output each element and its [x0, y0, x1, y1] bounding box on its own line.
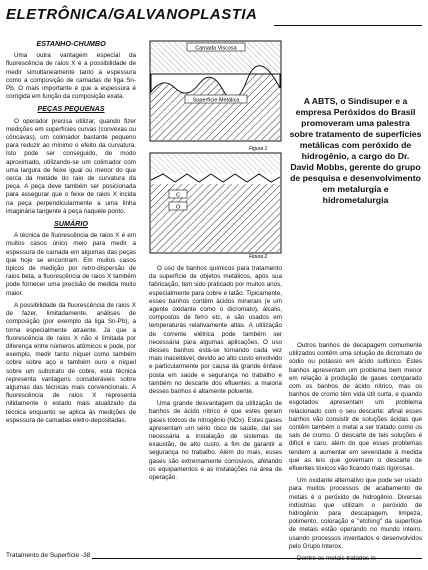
paragraph: O uso de banhos químicos para tratamento da superfície de objetos metálicos, após sua fabricação, tem sido praticado por muitos anos, especialmente para cobre e latão. Tipicamente, esses banhos contêm ácidos minerais (e um agente oxidante como o dicromato), álcalis, compostos de ferro etc, e são usados em temperaturas relativamente altas. A utilização de corrente elétrica pode também ser necessária para algumas aplicações. O uso desses banhos está-se tornando cada vez mais inaceitável, devido ao alto custo envolvido e particularmente por causa da grande ênfase posta em saúde e segurança no trabalho e também no descarte dos efluentes: a maioria desses banhos é altamente poluente. [149, 265, 282, 396]
figure-diagrams [149, 40, 282, 258]
pull-quote: A ABTS, o Sindisuper e a empresa Peróxidos do Brasil promoveram uma palestra sobre tratamento de superfícies metálicas com peróxido de hidrogênio, a cargo do Dr. David Mobbs, gerente do grupo de pesquisa e desenvolvimento em metalurgia e hidrometalurgia [289, 96, 422, 205]
paragraph: Uma grande desvantagem da utilização de banhos de ácido nítrico é que estes geram gases tóxicos de nitrogênio (NOx). Estes gases apresentam um sério risco de saúde, daí ser necessária a instalação de sistemas de exaustão, de alto custo, a fim de garantir a segurança no trabalho. Além do mais, esses gases são extremamente corrosivos, afetando os equipamentos e as instalações na área de operação. [149, 400, 282, 482]
heading-sumario: SUMÁRIO [54, 219, 88, 229]
label-c: C [176, 192, 180, 199]
text-column-3 [289, 342, 422, 567]
page-header [6, 4, 422, 30]
paragraph: Outros banhos de decapagem comumente utilizados contêm uma solução de dicromato de sódio ou potássio em ácido sulfúrico. Estes banhos apresentam um problema bem menor em relação à produção de gases comparado com os banhos de ácido nítrico, mas os banhos de cromo têm vida útil curta, e quando esgotados apresentam um problema relacionado com o seu descarte: afinal esses banhos vão consistir de soluções ácidas que contêm também o metal a ser tratado como os sais de cromo. O descarte de tais soluções é difícil e caro, além do que esses problemas tendem a aumentar em severidade à medida que as leis que governam o descarte de efluentes tóxicos vão ficando mais rigorosas. [289, 342, 423, 473]
label-viscous: Camada Viscosa [195, 45, 237, 52]
page-footer [6, 552, 422, 564]
fig2-top-layer [151, 154, 280, 174]
header-rule [274, 25, 422, 26]
paragraph: Um oxidante alternativo que pode ser usado para muitos processos de acabamento de metais é o peróxido de hidrogênio. Diversas indústrias que utilizam o peróxido de hidrogênio para descapagem, limpeza, polimento, coloração e "etching" da superfície de metais estão operando no mundo inteiro, usando processos inventados e desenvolvidos pelo Grupo Interox. [289, 477, 422, 550]
paragraph: A técnica de fluorescência de raios X é em muitos casos único meio para medir a espessura de camada em algumas das peças que hoje se encontram. Em muitos casos típicos de medição por retro-dispersão de raios beta, a fluorescência de raios X também pode fornecer uma precisão de medida muito maior. [6, 232, 136, 297]
label-surface: Superfície Metálica [192, 97, 240, 104]
caption-figure-2: Figura 2 [249, 254, 268, 258]
text-column-2 [149, 265, 282, 486]
text-column-1 [6, 40, 136, 429]
heading-estanho-chumbo: ESTANHO-CHUMBO [36, 39, 106, 48]
paragraph: A possibilidade da fluorescência de raios X de fazer, limitadamente, análises de composição (por exemplo da liga Sn-Pb), a torna especialmente atraente. Já que a fluorescência de raios X não é limitada por diferença entre números atômicos e pode, por exemplo, medir tanto níquel como também cobre sobre aço e também ouro e níquel sobre um substrato de cobre, esta técnica representa vantagens consideráveis sobre algumas das técnicas mais convencionais. A fluorescência de raios X representa nitidamente o estado mais atualizado da técnica enquanto se aplica às medições de espessura de camadas eletro-depositadas. [6, 301, 136, 424]
footer-rule [92, 558, 422, 559]
caption-figure-1: Figura 1 [249, 146, 268, 152]
paragraph: O operador precisa utilizar, quando fizer medições em superfícies curvas (convexas ou côncavas), um colimador bastante pequeno para reduzir ao mínimo o efeito da curvatura. Isto pode ser conseguido, de modo aproximado, utilizando-se um colimador com uma largura de feixe igual ou menor do que cerca da metade do raio de curvatura da peça. A peça deve também ser posicionada para assegurar que o feixe de raios X incida na peça perpendicularmente a uma linha imaginária tangente à peça naquele ponto. [6, 117, 136, 215]
heading-pecas-pequenas: PEÇAS PEQUENAS [37, 104, 105, 114]
section-title: ELETRÔNICA/GALVANOPLASTIA [6, 6, 258, 23]
label-o: O [175, 204, 181, 211]
paragraph: Uma outra vantagem especial da fluorescência de raios X é a possibilidade de medir simultaneamente tanto a espessura como a composição de camadas de liga Sn-Pb. O mais importante é que a espessura é corrigida em função da composição exata. [6, 52, 136, 101]
paragraph: Dentre os metais tratados in- [297, 555, 378, 563]
figures [149, 40, 282, 258]
footer-text: Tratamento de Superfície -38 [6, 552, 91, 559]
